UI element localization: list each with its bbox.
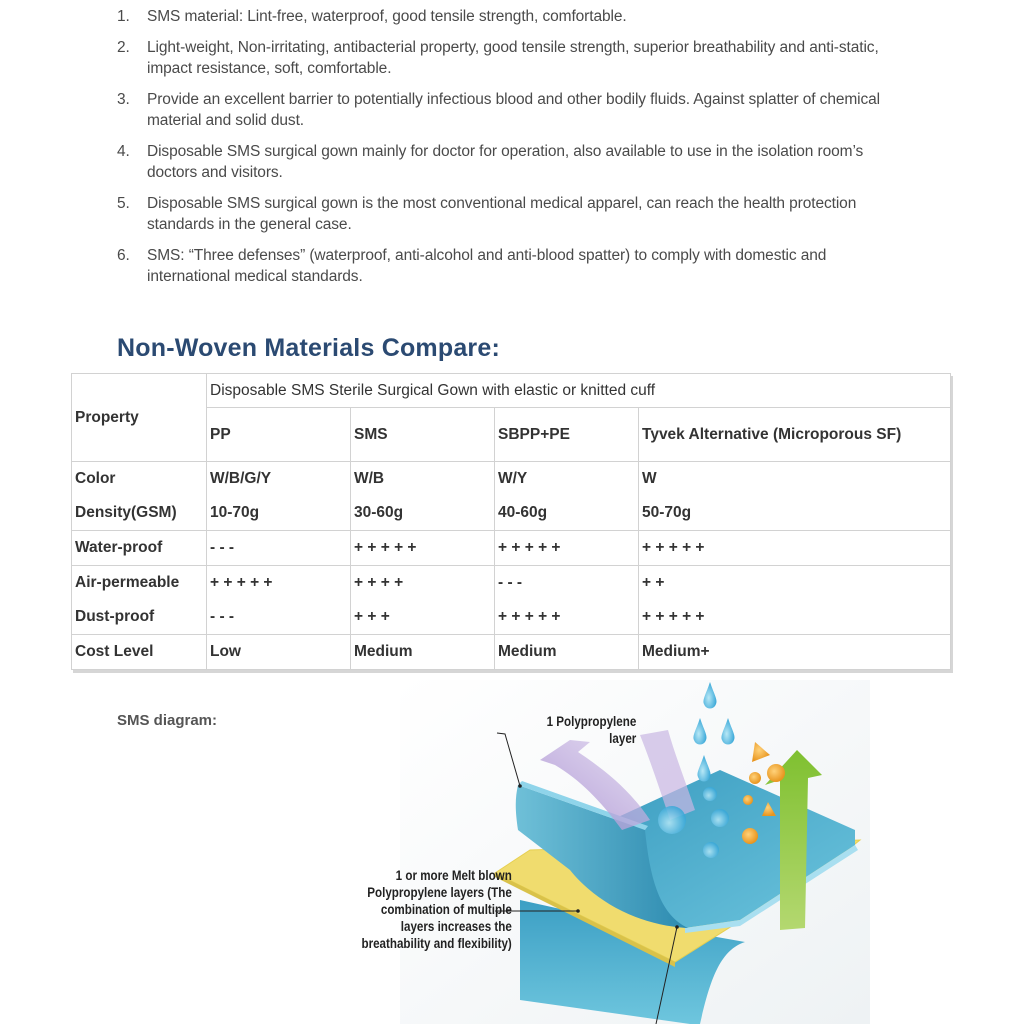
feature-item [117,245,907,287]
table-cell: W/Y [495,462,639,497]
table-cell: + + + [351,600,495,635]
table-row [72,462,951,497]
feature-list [117,6,907,297]
table-cell: + + + + [351,566,495,601]
table-row [72,496,951,531]
feature-text: Provide an excellent barrier to potentially infectious blood and other bodily fluids. Against splatter of chemical material and solid dust. [147,91,881,129]
table-cell: + + + + + [639,531,951,566]
table-cell: + + + + + [495,531,639,566]
row-label: Cost Level [72,635,207,670]
dust-particle [749,772,761,784]
table-cell: Low [207,635,351,670]
row-label: Color [72,462,207,497]
feature-text: Light-weight, Non-irritating, antibacterial property, good tensile strength, superior breathability and anti-static, impact resistance, soft, comfortable. [147,39,879,77]
table-header-row [72,374,951,408]
feature-number: 2. [117,39,130,56]
callout-line: breathability and flexibility) [361,936,512,951]
callout-line: 1 or more Melt blown [395,868,512,883]
property-header: Property [72,374,207,462]
table-row [72,531,951,566]
feature-number: 5. [117,195,130,212]
feature-item [117,6,907,27]
table-cell: Medium+ [639,635,951,670]
table-cell: 10-70g [207,496,351,531]
feature-text: SMS material: Lint-free, waterproof, good tensile strength, comfortable. [147,8,627,25]
callout-dot [576,909,580,913]
callout-line: 1 Polypropylene [546,714,636,729]
callout-line: combination of multiple [381,902,512,917]
callout-line: layer [608,731,636,746]
table-cell: W/B [351,462,495,497]
water-bead [703,787,717,801]
section-heading: Non-Woven Materials Compare: [117,334,500,362]
table-cell: - - - [207,600,351,635]
table-cell: 40-60g [495,496,639,531]
group-header: Disposable SMS Sterile Surgical Gown with elastic or knitted cuff [207,374,951,408]
callout-polypropylene-layer [546,713,636,747]
row-label: Water-proof [72,531,207,566]
feature-text: SMS: “Three defenses” (waterproof, anti-alcohol and anti-blood spatter) to comply with domestic and international medical standards. [147,247,827,285]
dust-particle [767,764,785,782]
row-label: Dust-proof [72,600,207,635]
feature-item [117,37,907,79]
table-cell: + + + + + [207,566,351,601]
callout-meltblown-layers [362,867,512,952]
table-row [72,600,951,635]
feature-number: 6. [117,247,130,264]
table-cell: Medium [351,635,495,670]
feature-text: Disposable SMS surgical gown mainly for doctor for operation, also available to use in the isolation room’s doctors and visitors. [147,143,864,181]
diagram-label: SMS diagram: [117,712,218,729]
table-cell: 50-70g [639,496,951,531]
column-header: SBPP+PE [495,408,639,462]
callout-line: layers increases the [400,919,512,934]
column-header: Tyvek Alternative (Microporous SF) [639,408,951,462]
row-label: Density(GSM) [72,496,207,531]
feature-item [117,141,907,183]
dust-particle [743,795,753,805]
callout-dot [675,925,679,929]
feature-number: 3. [117,91,130,108]
feature-item [117,193,907,235]
dust-particle [742,828,758,844]
table-cell: W [639,462,951,497]
table-cell: 30-60g [351,496,495,531]
feature-number: 4. [117,143,130,160]
table-row [72,635,951,670]
feature-number: 1. [117,8,130,25]
water-bead [658,806,686,834]
column-header: SMS [351,408,495,462]
water-bead [703,842,719,858]
comparison-table [71,373,951,670]
table-cell: + + [639,566,951,601]
column-header: PP [207,408,351,462]
table-cell: + + + + + [639,600,951,635]
row-label: Air-permeable [72,566,207,601]
feature-text: Disposable SMS surgical gown is the most conventional medical apparel, can reach the health protection standards in the general case. [147,195,857,233]
callout-dot [518,784,522,788]
callout-line: Polypropylene layers (The [367,885,512,900]
table-cell: Medium [495,635,639,670]
table-cell: - - - [207,531,351,566]
table-row [72,566,951,601]
table-cell: W/B/G/Y [207,462,351,497]
feature-item [117,89,907,131]
table-cell: + + + + + [351,531,495,566]
table-cell: + + + + + [495,600,639,635]
water-bead [711,809,729,827]
table-cell: - - - [495,566,639,601]
